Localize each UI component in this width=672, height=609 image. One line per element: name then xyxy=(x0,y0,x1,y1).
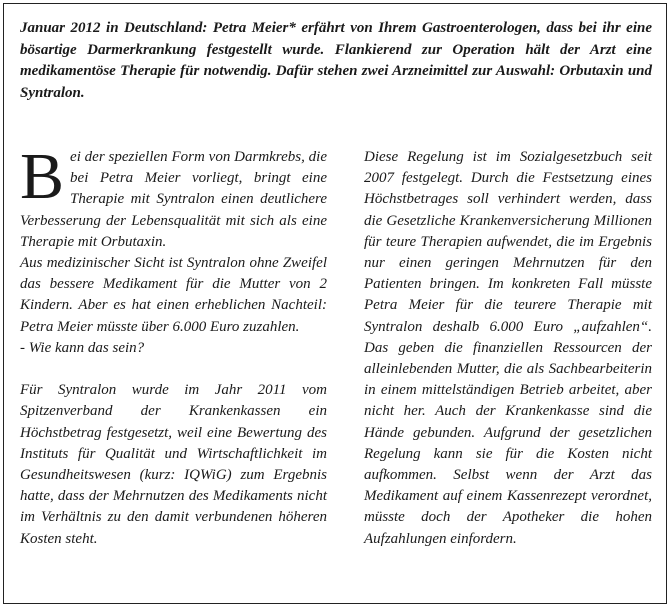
left-paragraph-1 xyxy=(20,140,327,253)
right-column xyxy=(364,147,652,550)
drop-cap: B xyxy=(20,140,65,213)
right-paragraph-1: Diese Regelung ist im Sozialgesetzbuch seit 2007 festgelegt. Durch die Festsetzung eines Höchstbetrages soll verhindert werden, dass die Gesetzliche Krankenversicherung Millionen für teure Therapien aufwendet, die im Ergebnis nur einen geringen Mehrnutzen für den Patienten bringen. Im konkreten Fall müsste Petra Meier für die teurere Therapie mit Syntralon deshalb 6.000 Euro „aufzahlen“. Das geben die finanziellen Ressourcen der alleinlebenden Mutter, die als Sachbearbeiterin in einem mittelständigen Betrieb arbeitet, aber nicht her. Auch der Krankenkasse sind die Hände gebunden. Aufgrund der gesetzlichen Regelung kann sie für die Kosten nicht aufkommen. Selbst wenn der Arzt das Medikament auf einem Kassenrezept verordnet, müsste doch der Apotheker die hohen Aufzahlungen einfordern. xyxy=(364,149,652,547)
paragraph-gap xyxy=(20,359,327,380)
left-paragraph-1-text: ei der speziellen Form von Darmkrebs, die bei Petra Meier vorliegt, bringt eine Therapie mit Syntralon einen deutlichere Verbesserung der Lebensqualität mit sich als eine Therapie mit Orbutaxin. xyxy=(20,149,327,250)
left-paragraph-3: - Wie kann das sein? xyxy=(20,339,145,356)
intro-paragraph: Januar 2012 in Deutschland: Petra Meier* erfährt von Ihrem Gastroenterologen, dass bei ihr eine bösartige Darmerkrankung festgestellt wurde. Flankierend zur Operation hält der Arzt eine medikamentöse Therapie für notwendig. Dafür stehen zwei Arzneimittel zur Auswahl: Orbutaxin und Syntralon. xyxy=(20,20,652,101)
left-column xyxy=(20,140,327,550)
left-paragraph-2: Aus medizinischer Sicht ist Syntralon ohne Zweifel das bessere Medikament für die Mutter von 2 Kindern. Aber es hat einen erheblichen Nachteil: Petra Meier müsste über 6.000 Euro zuzahlen. xyxy=(20,255,327,335)
left-paragraph-4: Für Syntralon wurde im Jahr 2011 vom Spitzenverband der Krankenkassen ein Höchstbetrag festgesetzt, weil eine Bewertung des Instituts für Qualität und Wirtschaftlichkeit im Gesundheitswesen (kurz: IQWiG) zum Ergebnis hatte, dass der Mehrnutzen des Medikaments nicht im Verhältnis zu den damit verbundenen höheren Kosten steht. xyxy=(20,382,327,547)
